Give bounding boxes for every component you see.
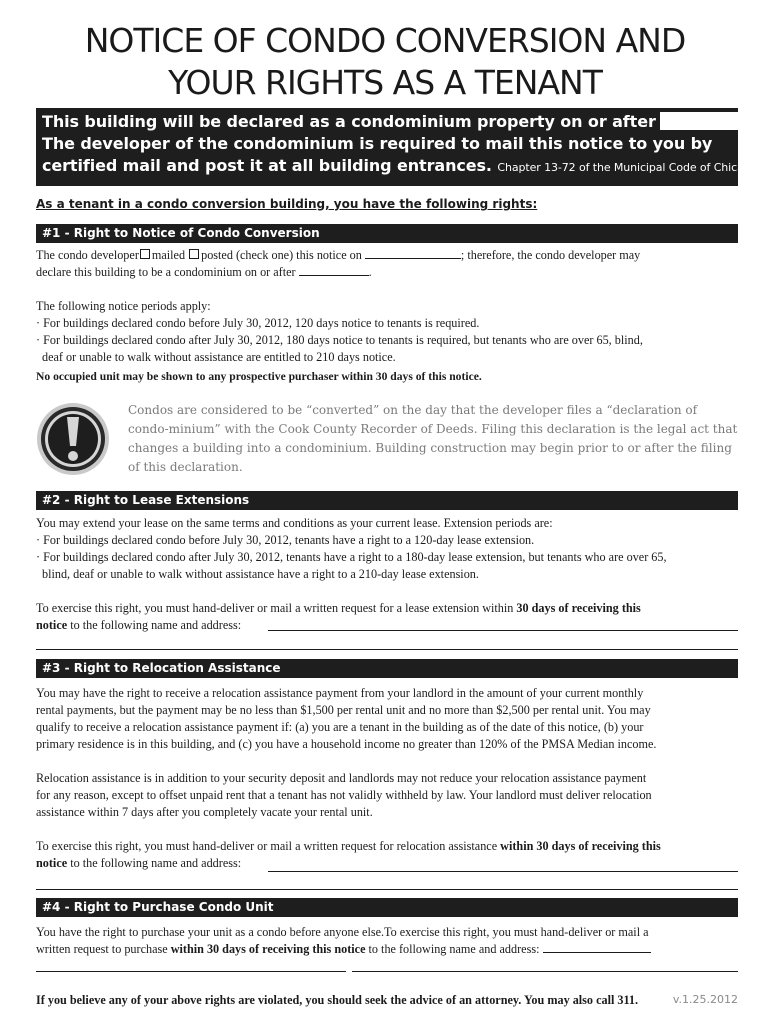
banner-text-1: This building will be declared as a condominium property on or after [42, 112, 656, 131]
purchase-line-1: You have the right to purchase your unit as a condo before anyone else.To exercise this right, you must hand-deliver or mail a [36, 925, 649, 939]
lease-address-field-1[interactable] [268, 630, 738, 631]
relocation-p1-l2: rental payments, but the payment may be no less than $1,500 per rental unit and no more than $2,500 per rental unit. You may [36, 703, 651, 717]
attorney-advice-footer: If you believe any of your above rights are violated, you should seek the advice of an attorney. You may also call 311. [36, 993, 639, 1007]
showing-restriction-note: No occupied unit may be shown to any prospective purchaser within 30 days of this notice. [36, 370, 482, 383]
section-2-heading: #2 - Right to Lease Extensions [36, 491, 738, 510]
s1-posted-label: posted (check one) this notice on [201, 248, 362, 262]
section-1-line-2 [36, 264, 740, 281]
section-3-body [36, 685, 740, 872]
section-1-body [36, 247, 740, 385]
s4-text-b: to the following name and address: [368, 942, 540, 956]
s3-exercise-bold2: notice [36, 856, 68, 870]
exclamation-icon [36, 402, 110, 476]
intro-text: As a tenant in a condo conversion building, you have the following rights: [36, 197, 538, 211]
s2-exercise-a: To exercise this right, you must hand-deliver or mail a written request for a lease extension within [36, 601, 514, 615]
notice-period-bullet-2a: · For buildings declared condo after July 30, 2012, 180 days notice to tenants is required, but tenants who are over 65, blind, [36, 333, 643, 347]
notice-period-bullet-1: · For buildings declared condo before July 30, 2012, 120 days notice to tenants is required. [36, 316, 480, 330]
s1-text-a: The condo developer [36, 248, 139, 262]
purchase-address-field-3[interactable] [352, 971, 738, 972]
lease-bullet-2b: blind, deaf or unable to walk without assistance have a right to a 210-day lease extension. [42, 567, 479, 581]
relocation-p1-l3: qualify to receive a relocation assistance payment if: (a) you are a tenant in the building as of the date of this notice, (b) your [36, 720, 644, 734]
s1-text-b: ; therefore, the condo developer may [460, 248, 641, 262]
title-line-1: NOTICE OF CONDO CONVERSION AND [84, 21, 686, 60]
purchase-address-field-2[interactable] [36, 971, 346, 972]
lease-bullet-2a: · For buildings declared condo after July 30, 2012, tenants have a right to a 180-day lease extension, but tenants who are over 65, [36, 550, 667, 564]
s3-exercise-bold1: within 30 days of receiving this [500, 839, 661, 853]
banner-line-1 [42, 111, 738, 133]
lease-bullet-1: · For buildings declared condo before July 30, 2012, tenants have a right to a 120-day lease extension. [36, 533, 535, 547]
banner-line-3 [42, 155, 758, 179]
notice-periods-intro: The following notice periods apply: [36, 299, 211, 313]
relocation-p2-l1: Relocation assistance is in addition to your security deposit and landlords may not reduce your relocation assistance payment [36, 771, 647, 785]
relocation-p1-l1: You may have the right to receive a relocation assistance payment from your landlord in the amount of your current monthly [36, 686, 644, 700]
purchase-address-field-1[interactable] [543, 941, 651, 953]
declaration-date-field[interactable] [660, 112, 766, 130]
notice-date-field[interactable] [365, 247, 461, 259]
version-label: v.1.25.2012 [672, 993, 738, 1006]
s3-exercise-a: To exercise this right, you must hand-deliver or mail a written request for relocation assistance [36, 839, 498, 853]
s2-exercise-b: to the following name and address: [70, 618, 242, 632]
relocation-p2-l3: assistance within 7 days after you completely vacate your rental unit. [36, 805, 373, 819]
s1-mailed-label: mailed [151, 248, 186, 262]
title-line-2: YOUR RIGHTS AS A TENANT [168, 63, 602, 102]
lease-address-field-2[interactable] [36, 649, 738, 650]
purchase-line-2 [36, 941, 740, 958]
banner-line-2: The developer of the condominium is required to mail this notice to you by [42, 134, 713, 153]
lease-exercise-line-2 [36, 617, 740, 634]
s2-exercise-bold2: notice [36, 618, 68, 632]
mailed-checkbox-icon[interactable] [140, 249, 150, 259]
s4-text-bold: within 30 days of receiving this notice [170, 942, 366, 956]
s2-exercise-bold1: 30 days of receiving this [516, 601, 641, 615]
relocation-exercise-line-2 [36, 855, 740, 872]
section-3-heading: #3 - Right to Relocation Assistance [36, 659, 738, 678]
banner-text-3: certified mail and post it at all building entrances. [42, 156, 492, 175]
posted-checkbox-icon[interactable] [189, 249, 199, 259]
declaration-banner [36, 108, 758, 186]
s3-exercise-b: to the following name and address: [70, 856, 242, 870]
notice-period-bullet-2b: deaf or unable to walk without assistance are entitled to 210 days notice. [42, 350, 396, 364]
relocation-p1-l4: primary residence is in this building, and (c) you have a household income no greater than 120% of the PMSA Median income. [36, 737, 657, 751]
chapter-reference: Chapter 13-72 of the Municipal Code of Chicago [497, 161, 758, 174]
section-2-intro: You may extend your lease on the same terms and conditions as your current lease. Extension periods are: [36, 516, 553, 530]
s1-text-end: . [368, 265, 372, 279]
s1-text-c: declare this building to be a condominium on or after [36, 265, 296, 279]
relocation-address-field-1[interactable] [268, 871, 738, 872]
relocation-p2-l2: for any reason, except to offset unpaid rent that a tenant has not validly withheld by law. Your landlord must deliver relocation [36, 788, 652, 802]
condo-date-field[interactable] [299, 264, 369, 276]
section-1-heading: #1 - Right to Notice of Condo Conversion [36, 224, 738, 243]
s4-text-a: written request to purchase [36, 942, 168, 956]
page-title [20, 20, 750, 104]
relocation-address-field-2[interactable] [36, 889, 738, 890]
section-4-heading: #4 - Right to Purchase Condo Unit [36, 898, 738, 917]
lease-exercise-line-1 [36, 600, 740, 617]
section-2-body [36, 515, 740, 634]
relocation-exercise-line-1 [36, 838, 740, 855]
section-4-body [36, 924, 740, 958]
conversion-callout: Condos are considered to be “converted” on the day that the developer files a “declaration of condo-minium” with the Cook County Recorder of Deeds. Filing this declaration is the legal act that changes a building into a condominium. Building construction may begin prior to or after the filing of this declaration. [128, 403, 738, 474]
section-1-line-1 [36, 247, 740, 264]
